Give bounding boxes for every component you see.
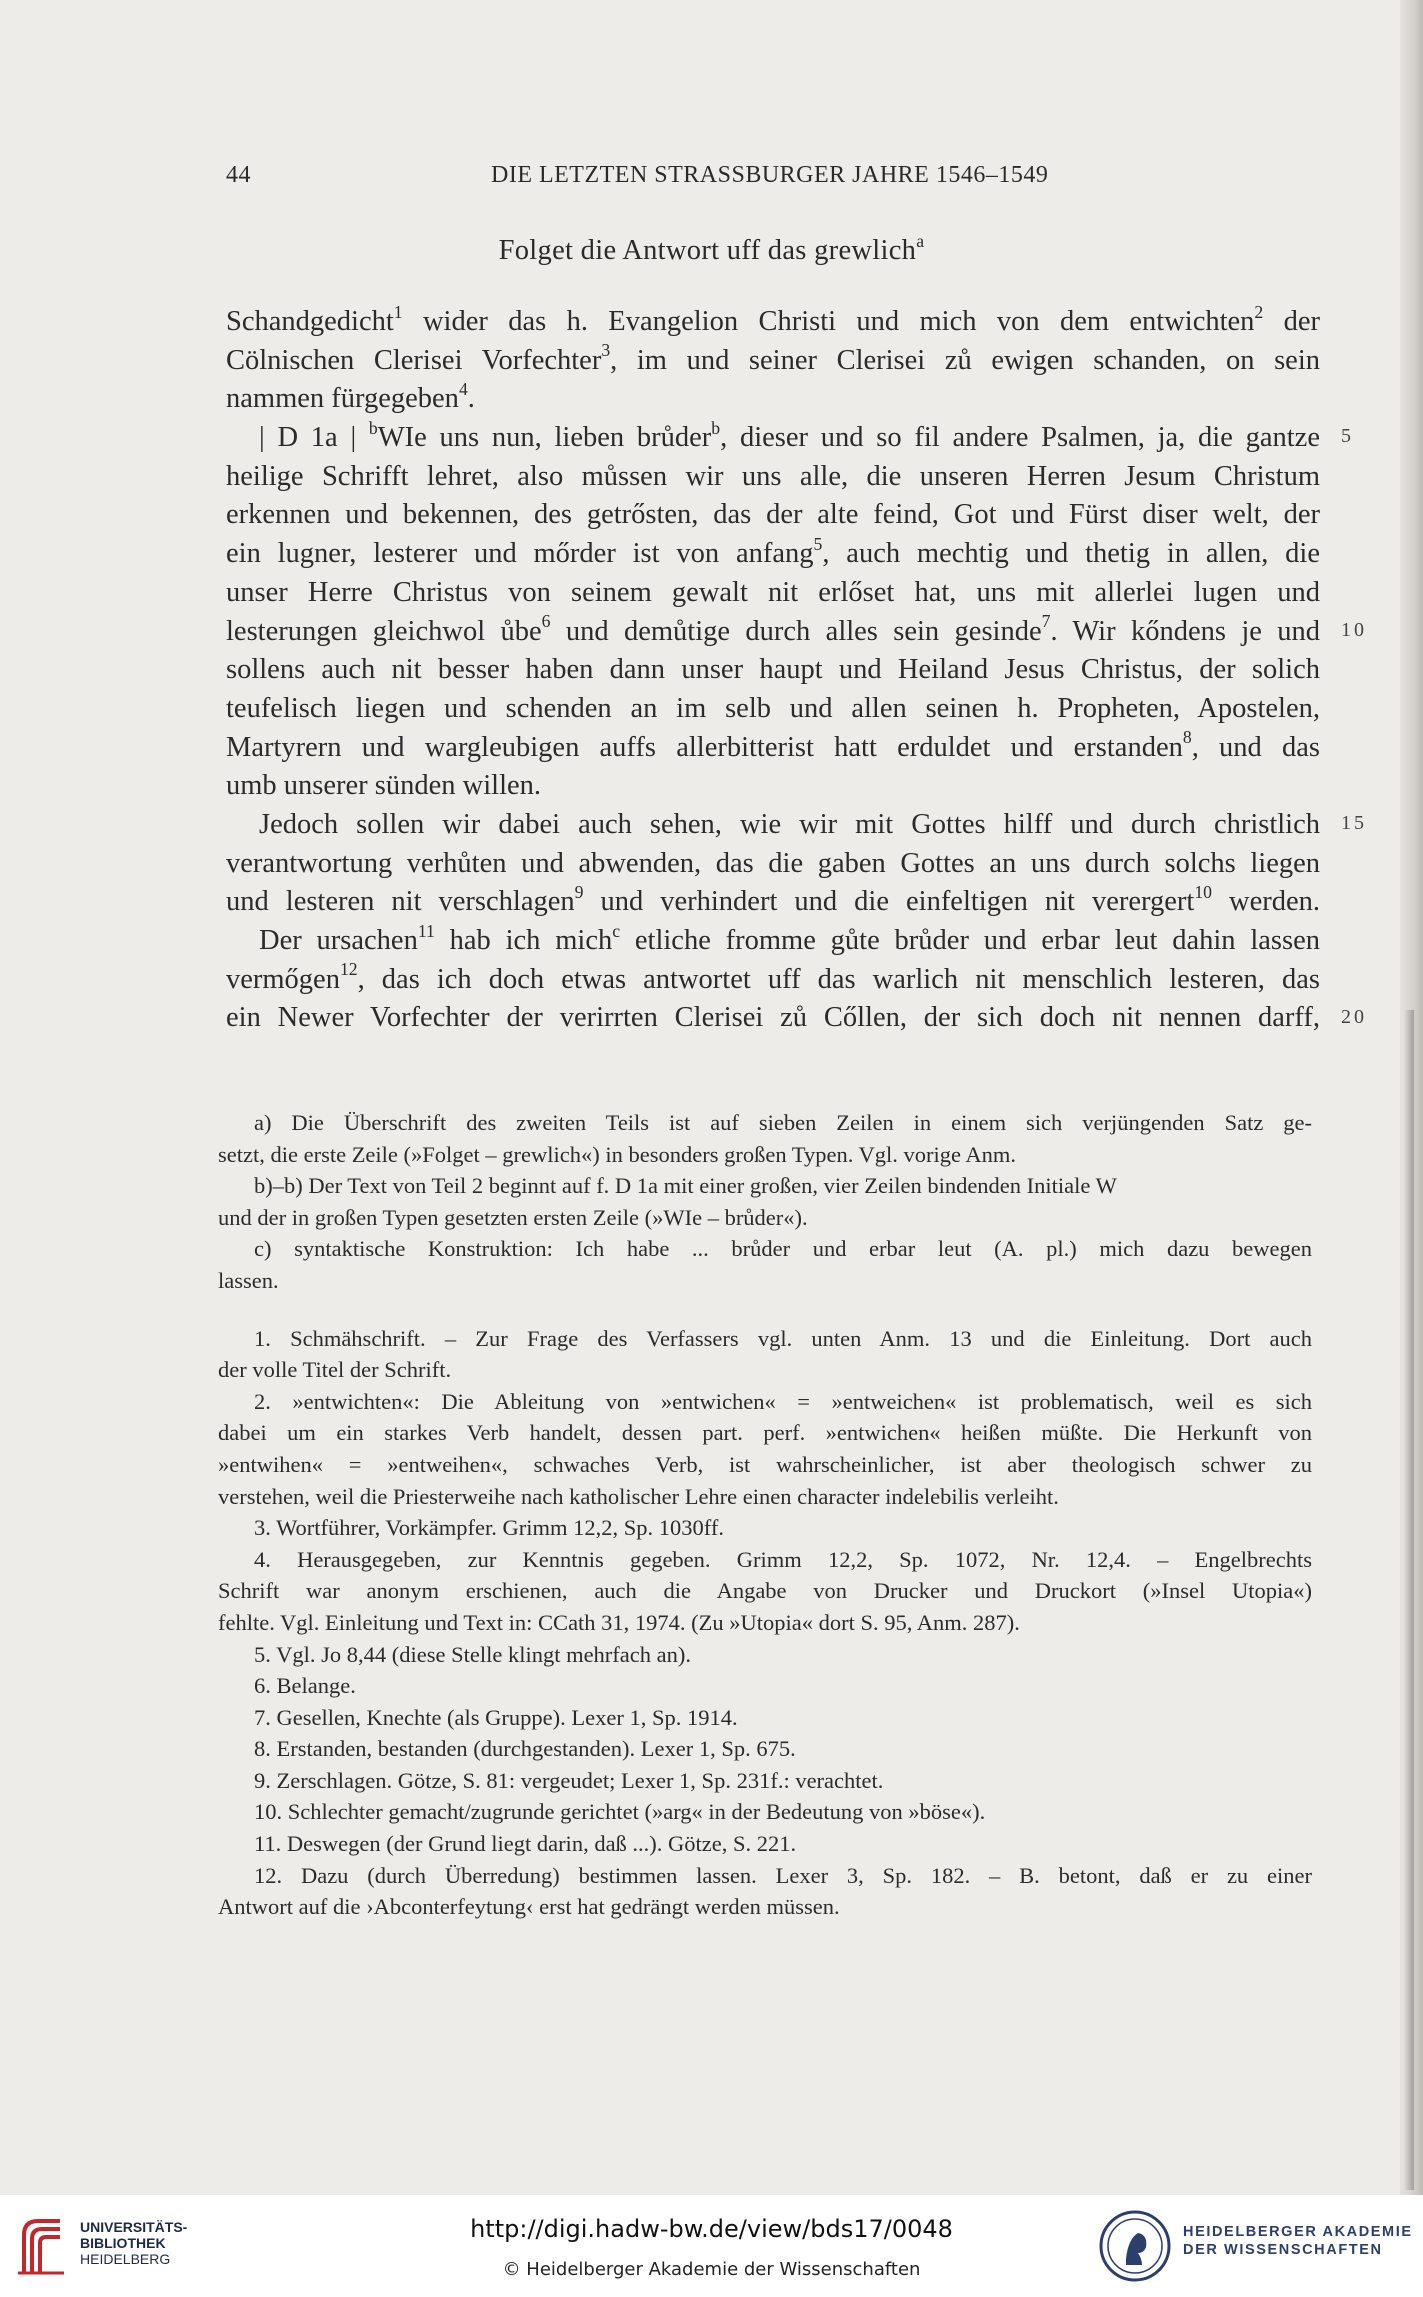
footnote-marker: 1: [393, 301, 403, 322]
body-text-run: sollens auch nit besser haben dann unser haupt und Heiland Jesus Christus, der solich: [226, 654, 1320, 686]
body-line: [226, 999, 1320, 1038]
library-name-line-1: UNIVERSITÄTS-: [80, 2219, 188, 2235]
text-note-line: lassen.: [218, 1267, 279, 1293]
body-text-run: lesterungen gleichwol ůbe: [226, 615, 542, 647]
body-text-run: werden.: [1211, 886, 1320, 918]
text-note-line: b)–b) Der Text von Teil 2 beginnt auf f. D 1a mit einer großen, vier Zeilen bindenden Initiale W: [254, 1173, 1117, 1199]
footnote-marker: 3: [601, 340, 611, 361]
body-line: [226, 380, 1320, 419]
line-number: 10: [1341, 618, 1367, 641]
library-name-line-3: HEIDELBERG: [80, 2251, 171, 2267]
notes-separator: [218, 1297, 1312, 1323]
body-text-run: | D 1a |: [259, 422, 369, 454]
body-line: [226, 767, 1320, 806]
text-note-line: c) syntaktische Konstruktion: Ich habe ... brůder und erbar leut (A. pl.) mich dazu bewegen: [254, 1236, 1312, 1262]
body-text-run: Jedoch sollen wir dabei auch sehen, wie wir mit Gottes hilff und durch christlich: [259, 808, 1320, 840]
body-text-run: Schandgedicht: [226, 306, 394, 337]
body-text-run: , im und seiner Clerisei zů ewigen schanden, on sein: [610, 344, 1320, 376]
body-text-run: etliche fromme gůte brůder und erbar leut dahin lassen: [620, 925, 1320, 956]
footnote-marker: 7: [1041, 611, 1051, 632]
numbered-note-line: 1. Schmähschrift. – Zur Frage des Verfassers vgl. unten Anm. 13 und die Einleitung. Dort auch: [254, 1325, 1312, 1351]
numbered-note-line: Antwort auf die ›Abconterfeytung‹ erst hat gedrängt werden müssen.: [218, 1894, 840, 1920]
footnote-marker: 10: [1194, 882, 1212, 903]
body-line: [226, 922, 1320, 961]
numbered-note-line: Schrift war anonym erschienen, auch die Angabe von Drucker und Druckort (»Insel Utopia«): [218, 1578, 1312, 1604]
body-text-run: umb unserer sünden willen.: [226, 770, 542, 802]
body-text-run: und verhindert und die einfeltigen nit verergert: [583, 886, 1195, 918]
numbered-note-line: 10. Schlechter gemacht/zugrunde gerichtet (»arg« in der Bedeutung von »böse«).: [254, 1799, 986, 1825]
body-text-run: teufelisch liegen und schenden an im selb und allen seinen h. Propheten, Apostelen,: [226, 692, 1320, 724]
footnote-marker: 9: [574, 882, 584, 903]
footnotes: [218, 1107, 1312, 1923]
footnote-marker: 11: [417, 920, 435, 941]
body-text-run: WIe uns nun, lieben brůder: [377, 422, 712, 454]
body-line: [226, 342, 1320, 381]
permalink-url[interactable]: http://digi.hadw-bw.de/view/bds17/0048: [470, 2215, 953, 2243]
numbered-note-line: 6. Belange.: [254, 1673, 356, 1699]
numbered-note-line: 9. Zerschlagen. Götze, S. 81: vergeudet; Lexer 1, Sp. 231f.: verachtet.: [254, 1767, 884, 1793]
numbered-note-line: 7. Gesellen, Knechte (als Gruppe). Lexer 1, Sp. 1914.: [254, 1704, 738, 1730]
body-text-run: Martyrern und wargleubigen auffs allerbitterist hatt erduldet und erstanden: [226, 731, 1183, 763]
line-number: 20: [1341, 1005, 1367, 1028]
footer-bar: [0, 2195, 1423, 2297]
section-heading: [0, 230, 1423, 267]
body-line: [226, 458, 1320, 497]
body-text-run: unser Herre Christus von seinem gewalt nit erlőset hat, uns mit allerlei lugen und: [226, 576, 1320, 608]
body-text-run: wider das h. Evangelion Christi und mich von dem entwichten: [402, 306, 1255, 337]
body-line: [226, 883, 1320, 922]
body-text-run: und demůtige durch alles sein gesinde: [550, 615, 1042, 647]
text-note-line: und der in großen Typen gesetzten ersten Zeile (»WIe – brůder«).: [218, 1204, 808, 1230]
body-text-run: ein Newer Vorfechter der verirrten Clerisei zů Cőllen, der sich doch nit nennen darff,: [226, 1002, 1320, 1034]
footnote-marker: 2: [1254, 301, 1264, 322]
footnote-marker: 4: [458, 379, 468, 400]
line-number: 5: [1341, 425, 1354, 448]
running-title: DIE LETZTEN STRASSBURGER JAHRE 1546–1549: [491, 162, 1049, 188]
body-line: [226, 574, 1320, 613]
body-text-run: . Wir kőndens je und: [1050, 615, 1321, 647]
body-text-run: .: [467, 383, 475, 415]
body-text-run: erkennen und bekennen, des getrősten, das der alte feind, Got und Fürst diser welt, der: [226, 499, 1320, 531]
numbered-note-line: »entwihen« = »entweihen«, schwaches Verb, ist wahrscheinlicher, ist aber theologisch schwer zu: [218, 1451, 1312, 1477]
numbered-note-line: dabei um ein starkes Verb handelt, dessen part. perf. »entwichen« heißen müßte. Die Herkunft von: [218, 1420, 1312, 1446]
section-heading-marker: a: [916, 230, 925, 251]
body-line: [226, 496, 1320, 535]
numbered-note-line: 2. »entwichten«: Die Ableitung von »entwichen« = »entweichen« ist problematisch, weil es sich: [254, 1388, 1312, 1414]
library-name-line-2: BIBLIOTHEK: [80, 2235, 166, 2251]
body-line: [226, 613, 1320, 652]
academy-name-line-1: HEIDELBERGER AKADEMIE: [1183, 2224, 1413, 2240]
text-note-line: a) Die Überschrift des zweiten Teils ist auf sieben Zeilen in einem sich verjüngenden Satz ge-: [254, 1110, 1312, 1135]
numbered-note-line: 5. Vgl. Jo 8,44 (diese Stelle klingt mehrfach an).: [254, 1641, 691, 1667]
numbered-note-line: 12. Dazu (durch Überredung) bestimmen lassen. Lexer 3, Sp. 182. – B. betont, daß er zu einer: [254, 1862, 1312, 1888]
body-text-run: und lesteren nit verschlagen: [226, 886, 575, 918]
body-text-run: , das ich doch etwas antwortet uff das warlich nit menschlich lesteren, das: [357, 963, 1320, 995]
numbered-note-line: 3. Wortführer, Vorkämpfer. Grimm 12,2, Sp. 1030ff.: [254, 1515, 724, 1541]
text-note-line: setzt, die erste Zeile (»Folget – grewlich«) in besonders großen Typen. Vgl. vorige Anm.: [218, 1141, 1017, 1167]
body-line: [226, 690, 1320, 729]
body-line: [226, 535, 1320, 574]
numbered-note-line: 4. Herausgegeben, zur Kenntnis gegeben. Grimm 12,2, Sp. 1072, Nr. 12,4. – Engelbrechts: [254, 1546, 1312, 1572]
numbered-note-line: verstehen, weil die Priesterweihe nach katholischer Lehre einen character indelebilis verleiht.: [218, 1483, 1059, 1509]
copyright-notice: © Heidelberger Akademie der Wissenschaften: [502, 2259, 921, 2280]
body-line: [226, 729, 1320, 768]
body-text-run: , auch mechtig und thetig in allen, die: [822, 538, 1320, 570]
numbered-note-line: der volle Titel der Schrift.: [218, 1357, 452, 1383]
page-number: 44: [226, 162, 251, 188]
body-line: [226, 806, 1320, 845]
academy-name: [1183, 2223, 1413, 2259]
numbered-note-line: 8. Erstanden, bestanden (durchgestanden). Lexer 1, Sp. 675.: [254, 1736, 796, 1762]
body-text: [226, 303, 1320, 1038]
footnote-marker: 12: [339, 959, 358, 980]
body-text-run: Der ursachen: [259, 925, 418, 956]
body-text-run: der: [1263, 306, 1320, 337]
body-text-run: , dieser und so fil andere Psalmen, ja, die gantze: [720, 422, 1320, 454]
footnote-marker: b: [711, 417, 721, 438]
academy-seal-icon: [1098, 2209, 1172, 2283]
footnote-marker: b: [368, 417, 378, 438]
footnote-marker: 8: [1182, 727, 1192, 748]
body-text-run: , und das: [1191, 731, 1320, 763]
body-line: [226, 419, 1320, 458]
page-edge: [1400, 0, 1423, 2195]
body-text-run: hab ich mich: [434, 925, 613, 956]
footnote-marker: c: [612, 920, 621, 941]
body-text-run: nammen fürgegeben: [226, 383, 459, 415]
footnote-marker: 5: [813, 533, 823, 554]
body-line: [226, 845, 1320, 884]
body-text-run: heilige Schrifft lehret, also můssen wir uns alle, die unseren Herren Jesum Christum: [226, 460, 1320, 492]
body-text-run: Cölnischen Clerisei Vorfechter: [226, 344, 602, 376]
academy-name-line-2: DER WISSENSCHAFTEN: [1183, 2242, 1383, 2258]
numbered-note-line: fehlte. Vgl. Einleitung und Text in: CCath 31, 1974. (Zu »Utopia« dort S. 95, Anm. 287).: [218, 1609, 1020, 1635]
line-number: 15: [1341, 812, 1367, 835]
body-text-run: vermőgen: [226, 963, 340, 995]
page-edge-shadow: [1404, 1010, 1414, 2190]
section-heading-text: Folget die Antwort uff das grewlich: [498, 235, 917, 266]
body-text-run: ein lugner, lesterer und mőrder ist von anfang: [226, 538, 814, 570]
body-text-run: verantwortung verhůten und abwenden, das die gaben Gottes an uns durch solchs liegen: [226, 847, 1320, 879]
body-line: [226, 651, 1320, 690]
body-line: [226, 961, 1320, 1000]
body-line: [226, 303, 1320, 342]
numbered-note-line: 11. Deswegen (der Grund liegt darin, daß ...). Götze, S. 221.: [254, 1831, 797, 1857]
footnote-marker: 6: [541, 611, 551, 632]
